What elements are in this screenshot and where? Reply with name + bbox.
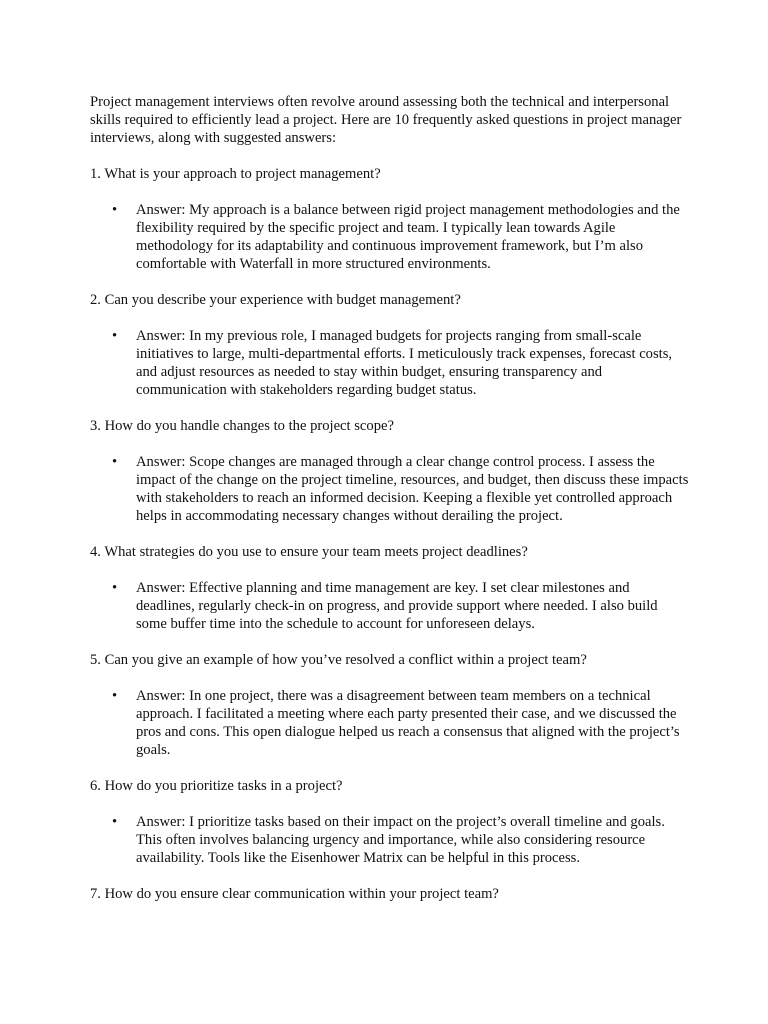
answer-list-2: [90, 327, 690, 399]
question-5: 5. Can you give an example of how you’ve resolved a conflict within a project team?: [90, 652, 587, 668]
answer-list-5: [90, 687, 690, 759]
answer-2: [90, 327, 690, 399]
question-2: 2. Can you describe your experience with budget management?: [90, 292, 461, 308]
answer-6: [90, 813, 690, 867]
answer-text: Answer: Effective planning and time management are key. I set clear milestones and deadlines, regularly check-in on progress, and provide support where needed. I also build some buffer time into the schedule to account for unforeseen delays.: [136, 580, 658, 632]
answer-list-4: [90, 579, 690, 633]
question-1: 1. What is your approach to project management?: [90, 166, 381, 182]
question-7: 7. How do you ensure clear communication within your project team?: [90, 886, 499, 902]
answer-text: Answer: Scope changes are managed through a clear change control process. I assess the impact of the change on the project timeline, resources, and budget, then discuss these impacts with stakeholders to reach an informed decision. Keeping a flexible yet controlled approach helps in accommodating necessary changes without derailing the project.: [136, 454, 689, 524]
answer-text: Answer: I prioritize tasks based on their impact on the project’s overall timeline and goals. This often involves balancing urgency and importance, while also considering resource availability. Tools like the Eisenhower Matrix can be helpful in this process.: [136, 814, 665, 866]
bullet-icon: •: [112, 688, 118, 704]
question-3: 3. How do you handle changes to the project scope?: [90, 418, 394, 434]
answer-5: [90, 687, 690, 759]
question-6: 6. How do you prioritize tasks in a project?: [90, 778, 343, 794]
answer-list-3: [90, 453, 690, 525]
question-4: 4. What strategies do you use to ensure your team meets project deadlines?: [90, 544, 528, 560]
answer-text: Answer: In my previous role, I managed budgets for projects ranging from small-scale initiatives to large, multi-departmental efforts. I meticulously track expenses, forecast costs, and adjust resources as needed to stay within budget, ensuring transparency and communication with stakeholders regarding budget status.: [136, 328, 673, 398]
answer-list-1: [90, 201, 690, 273]
bullet-icon: •: [112, 580, 118, 596]
answer-3: [90, 453, 690, 525]
bullet-icon: •: [112, 202, 118, 218]
answer-text: Answer: My approach is a balance between rigid project management methodologies and the flexibility required by the specific project and team. I typically lean towards Agile methodology for its adaptability and continuous improvement framework, but I’m also comfortable with Waterfall in more structured environments.: [136, 202, 680, 272]
answer-4: [90, 579, 690, 633]
document-page: [90, 93, 690, 921]
answer-list-6: [90, 813, 690, 867]
answer-1: [90, 201, 690, 273]
bullet-icon: •: [112, 454, 118, 470]
answer-text: Answer: In one project, there was a disagreement between team members on a technical approach. I facilitated a meeting where each party presented their case, and we discussed the pros and cons. This open dialogue helped us reach a consensus that aligned with the project’s goals.: [136, 688, 680, 758]
bullet-icon: •: [112, 814, 118, 830]
bullet-icon: •: [112, 328, 118, 344]
intro-paragraph: Project management interviews often revolve around assessing both the technical and interpersonal skills required to efficiently lead a project. Here are 10 frequently asked questions in project manager interviews, along with suggested answers:: [90, 94, 682, 146]
